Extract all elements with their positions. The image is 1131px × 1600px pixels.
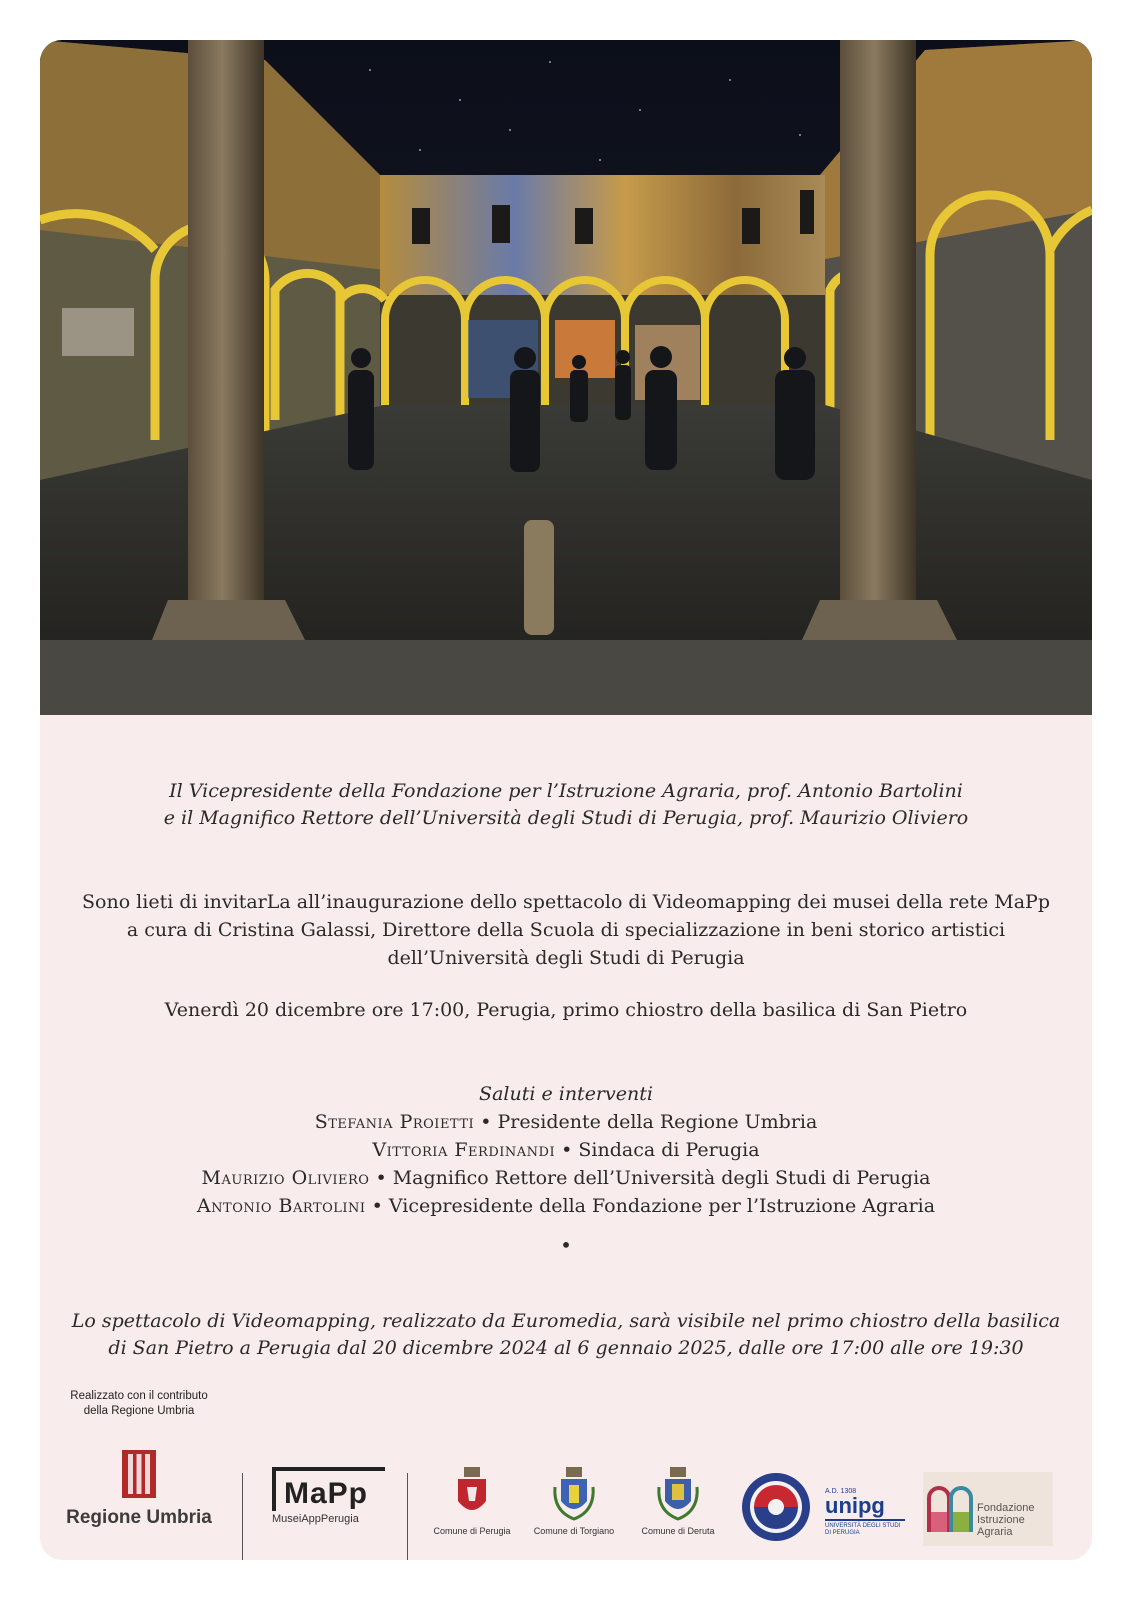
divider	[242, 1473, 243, 1560]
speaker-row	[40, 1108, 1092, 1136]
speaker-role: • Vicepresidente della Fondazione per l’Istruzione Agraria	[371, 1195, 936, 1217]
contribution-note: Realizzato con il contributo della Regione Umbria	[70, 1390, 208, 1417]
speaker-role: • Sindaca di Perugia	[561, 1139, 760, 1161]
speaker-name: Vittoria Ferdinandi	[372, 1139, 556, 1161]
comune-torgiano-logo: Comune di Torgiano	[524, 1467, 624, 1536]
torgiano-crest-icon	[551, 1467, 597, 1521]
show-info-line-1: Lo spettacolo di Videomapping, realizzato da Euromedia, sarà visibile nel primo chiostro della basilica	[71, 1310, 1061, 1332]
invite-line-3: dell’Università degli Studi di Perugia	[387, 947, 745, 969]
university-seal-icon	[740, 1471, 812, 1543]
speaker-name: Antonio Bartolini	[196, 1195, 366, 1217]
fia-emblem-icon	[923, 1472, 979, 1546]
invitation-text	[40, 888, 1092, 972]
invitation-card	[40, 40, 1092, 1560]
speaker-row	[40, 1164, 1092, 1192]
invite-line-1: Sono lieti di invitarLa all’inaugurazione dello spettacolo di Videomapping dei musei della rete MaPp	[82, 891, 1050, 913]
hosts-line-1: Il Vicepresidente della Fondazione per l’Istruzione Agraria, prof. Antonio Bartolini	[169, 780, 963, 802]
separator-dot: •	[560, 1233, 572, 1257]
divider	[407, 1473, 408, 1560]
speaker-name: Stefania Proietti	[314, 1111, 475, 1133]
fondazione-istruzione-agraria-logo	[923, 1472, 1053, 1546]
mapp-logo: MaPp MuseiAppPerugia	[272, 1467, 385, 1525]
greetings-title: Saluti e interventi	[479, 1083, 653, 1105]
speakers-list	[40, 1108, 1092, 1220]
fia-label: Fondazione Istruzione Agraria	[977, 1502, 1035, 1538]
comune-deruta-logo: Comune di Deruta	[628, 1467, 728, 1536]
speaker-row	[40, 1192, 1092, 1220]
unipg-logo: A.D. 1308 unipg UNIVERSITÀ DEGLI STUDI DI PERUGIA	[825, 1488, 905, 1537]
speaker-name: Maurizio Oliviero	[201, 1167, 370, 1189]
comune-perugia-logo: Comune di Perugia	[422, 1467, 522, 1536]
sponsor-logos	[40, 1375, 1092, 1560]
regione-umbria-logo: Regione Umbria	[54, 1450, 224, 1529]
hosts-line-2: e il Magnifico Rettore dell’Università degli Studi di Perugia, prof. Maurizio Oliviero	[163, 807, 969, 829]
invite-line-2: a cura di Cristina Galassi, Direttore della Scuola di specializzazione in beni storico artistici	[126, 919, 1006, 941]
speaker-role: • Presidente della Regione Umbria	[480, 1111, 818, 1133]
speaker-row	[40, 1136, 1092, 1164]
show-info-line-2: di San Pietro a Perugia dal 20 dicembre 2024 al 6 gennaio 2025, dalle ore 17:00 alle ore 19:30	[108, 1337, 1024, 1359]
university-seal	[740, 1471, 812, 1548]
perugia-crest-icon	[455, 1467, 489, 1521]
speaker-role: • Magnifico Rettore dell’Università degli Studi di Perugia	[375, 1167, 931, 1189]
deruta-crest-icon	[655, 1467, 701, 1521]
regione-emblem-icon	[122, 1450, 156, 1498]
hosts-intro	[40, 778, 1092, 832]
show-info	[40, 1308, 1092, 1362]
cloister-photo	[40, 40, 1092, 715]
event-datetime: Venerdì 20 dicembre ore 17:00, Perugia, primo chiostro della basilica di San Pietro	[164, 999, 968, 1021]
